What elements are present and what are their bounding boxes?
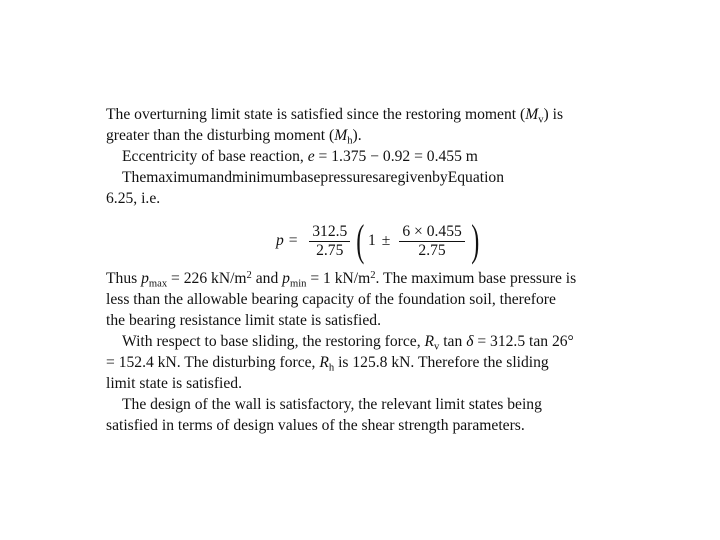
symbol-r: R xyxy=(319,354,329,371)
line xyxy=(106,331,662,352)
text-block-upper xyxy=(106,104,662,209)
line xyxy=(106,167,662,188)
text: tan xyxy=(439,333,467,350)
word: pressures xyxy=(320,169,379,186)
fraction xyxy=(399,223,464,260)
word: maximum xyxy=(146,169,210,186)
line: The design of the wall is satisfactory, the relevant limit states being xyxy=(122,396,542,413)
paragraph-sliding xyxy=(106,331,662,394)
word: base xyxy=(292,169,321,186)
symbol-delta: δ xyxy=(466,333,474,350)
text: greater than the disturbing moment ( xyxy=(106,127,335,144)
text: ). xyxy=(352,127,362,144)
fraction xyxy=(309,223,350,260)
line xyxy=(106,352,662,373)
right-paren: ) xyxy=(471,216,480,265)
symbol-mh: M xyxy=(334,127,348,144)
superscript: 2 xyxy=(370,270,376,282)
denominator: 2.75 xyxy=(418,241,446,259)
line: satisfied in terms of design values of the shear strength parameters. xyxy=(106,417,525,434)
text: = 1 kN/m xyxy=(306,270,371,287)
line xyxy=(122,146,662,167)
line: the bearing resistance limit state is satisfied. xyxy=(106,312,381,329)
paragraph-pressures xyxy=(106,167,662,209)
paragraph-thus xyxy=(106,268,662,331)
subscript: h xyxy=(347,135,353,147)
equation-lhs: p = xyxy=(276,232,299,249)
subscript: h xyxy=(328,362,335,374)
line: limit state is satisfied. xyxy=(106,375,242,392)
word: minimum xyxy=(232,169,293,186)
symbol-p: p xyxy=(282,270,290,287)
numerator: 6 × 0.455 xyxy=(402,222,462,240)
symbol-r: R xyxy=(424,333,435,350)
paragraph-eccentricity xyxy=(106,146,662,167)
text: Eccentricity of base reaction, xyxy=(122,148,308,165)
text: With respect to base sliding, the restoring force, xyxy=(122,333,425,350)
subscript: v xyxy=(434,341,440,353)
subscript: max xyxy=(148,278,168,290)
left-paren: ( xyxy=(356,216,365,265)
symbol-p: p xyxy=(141,270,149,287)
text: = 152.4 kN. The disturbing force, xyxy=(106,354,320,371)
term-one: 1 xyxy=(367,232,376,249)
line xyxy=(106,125,662,146)
paragraph-overturning xyxy=(106,104,662,146)
text: Thus xyxy=(106,270,142,287)
word: by xyxy=(432,169,448,186)
line xyxy=(106,268,662,289)
word: and xyxy=(209,169,233,186)
text: = 226 kN/m xyxy=(167,270,247,287)
line xyxy=(106,104,662,125)
subscript: v xyxy=(538,114,544,126)
text-block-lower xyxy=(106,268,662,436)
subscript: min xyxy=(289,278,307,290)
superscript: 2 xyxy=(246,270,252,282)
text: = 1.375 − 0.92 = 0.455 m xyxy=(314,148,478,165)
text: ) is xyxy=(543,106,564,123)
symbol-e: e xyxy=(307,148,315,165)
word: The xyxy=(122,169,147,186)
symbol-mv: M xyxy=(525,106,539,123)
line: less than the allowable bearing capacity of the foundation soil, therefore xyxy=(106,291,556,308)
text: . The maximum base pressure is xyxy=(375,270,577,287)
numerator: 312.5 xyxy=(312,222,348,240)
text: and xyxy=(251,270,283,287)
paragraph-design xyxy=(106,394,662,436)
word: Equation xyxy=(447,169,505,186)
text: = 312.5 tan 26° xyxy=(473,333,574,350)
plus-minus: ± xyxy=(381,232,391,249)
text: is 125.8 kN. Therefore the sliding xyxy=(334,354,549,371)
word: given xyxy=(397,169,433,186)
pressure-equation xyxy=(276,216,482,265)
denominator: 2.75 xyxy=(316,241,344,259)
line: 6.25, i.e. xyxy=(106,190,161,207)
word: are xyxy=(378,169,398,186)
text: The overturning limit state is satisfied since the restoring moment ( xyxy=(106,106,526,123)
